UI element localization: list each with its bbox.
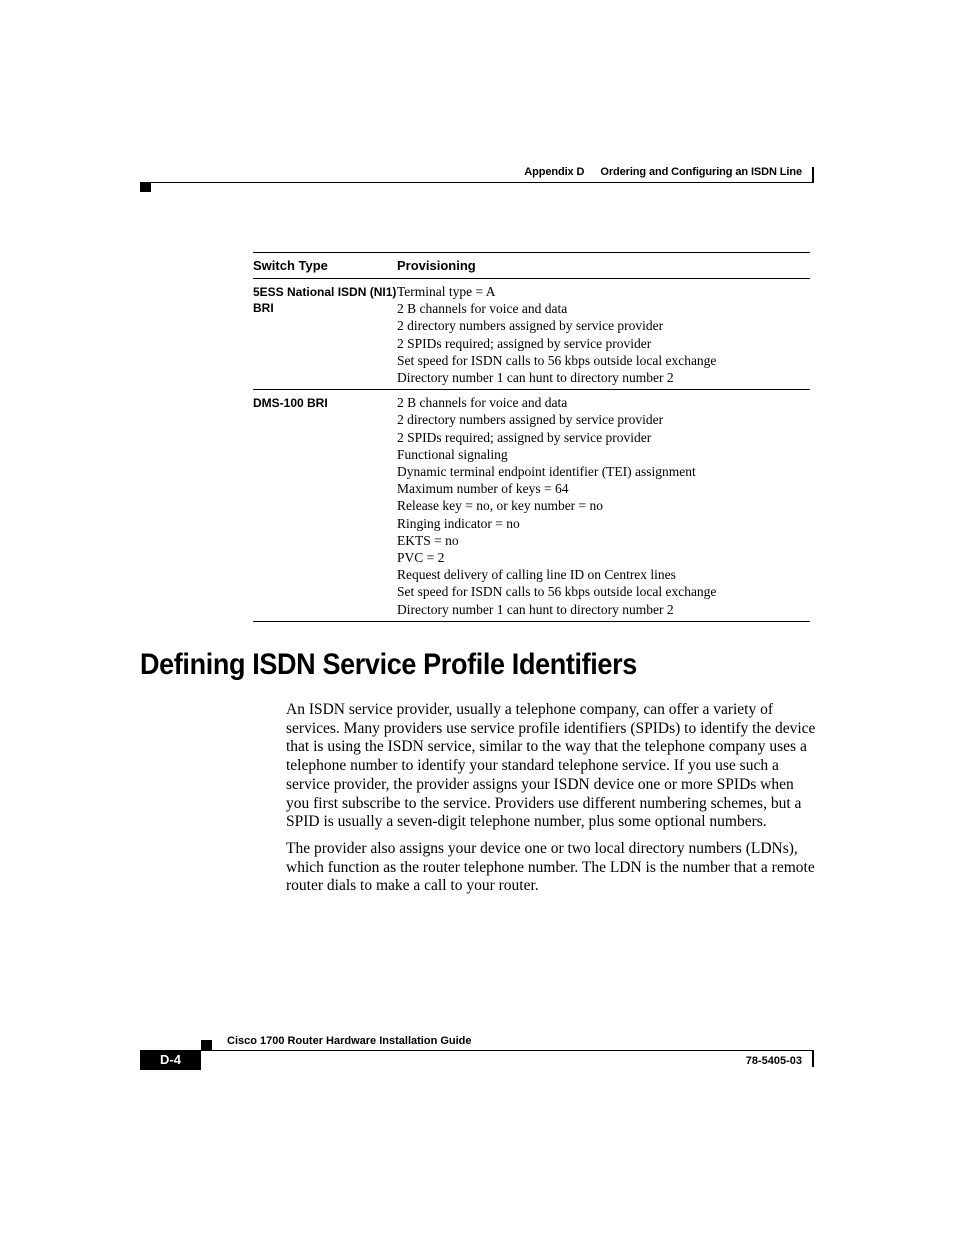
provisioning-line: Release key = no, or key number = no [397, 498, 604, 514]
table-row [253, 390, 810, 621]
provisioning-line: PVC = 2 [397, 550, 445, 566]
header-chapter-title: Ordering and Configuring an ISDN Line [600, 166, 802, 178]
table-header-row [253, 253, 810, 278]
provisioning-line: Request delivery of calling line ID on Centrex lines [397, 567, 676, 583]
provisioning-line: Dynamic terminal endpoint identifier (TEI) assignment [397, 464, 696, 480]
provisioning-line: 2 B channels for voice and data [397, 301, 568, 317]
column-header-provisioning: Provisioning [397, 258, 476, 273]
body-paragraph: The provider also assigns your device one or two local directory numbers (LDNs), which function as the router telephone number. The LDN is the number that a remote router dials to make a call to your router. [286, 839, 815, 895]
body-paragraph: An ISDN service provider, usually a telephone company, can offer a variety of services. Many providers use service profile identifiers (SPIDs) to identify the device that is using the ISDN service, similar to the way that the telephone company uses a telephone number to identify your standard telephone service. If you use such a service provider, the provider assigns your ISDN device one or more SPIDs when you first subscribe to the service. Providers use different numbering schemes, but a SPID is usually a seven-digit telephone number, plus some optional numbers. [286, 701, 816, 831]
footer-guide-title: Cisco 1700 Router Hardware Installation Guide [227, 1035, 472, 1047]
table-row [253, 279, 810, 389]
section-title: Defining ISDN Service Profile Identifiers [140, 648, 637, 681]
provisioning-line: 2 SPIDs required; assigned by service provider [397, 335, 652, 351]
section-body [286, 701, 816, 904]
switch-provisioning-table [253, 252, 810, 622]
provisioning-line: 2 directory numbers assigned by service provider [397, 412, 664, 428]
header-square-marker [140, 182, 151, 192]
column-header-switch-type: Switch Type [253, 258, 328, 273]
provisioning-line: Maximum number of keys = 64 [397, 481, 569, 497]
provisioning-line: 2 B channels for voice and data [397, 395, 568, 411]
provisioning-cell [397, 283, 810, 386]
provisioning-line: 2 directory numbers assigned by service provider [397, 318, 664, 334]
footer-bar-marker [812, 1051, 814, 1067]
provisioning-line: Set speed for ISDN calls to 56 kbps outside local exchange [397, 584, 717, 600]
header-appendix: Appendix D [524, 166, 585, 178]
provisioning-line: Ringing indicator = no [397, 515, 520, 531]
switch-type-cell: DMS-100 BRI [253, 396, 328, 411]
footer-square-marker [201, 1040, 212, 1050]
footer-rule [201, 1050, 814, 1051]
table-body [253, 279, 810, 622]
header-bar-marker [812, 167, 814, 183]
header-rule [140, 182, 814, 183]
footer-doc-number: 78-5405-03 [745, 1055, 802, 1067]
provisioning-line: Directory number 1 can hunt to directory number 2 [397, 370, 674, 386]
page-number-tab: D-4 [140, 1050, 201, 1070]
running-header [500, 166, 802, 178]
provisioning-line: Directory number 1 can hunt to directory number 2 [397, 601, 674, 617]
provisioning-cell [397, 394, 810, 618]
provisioning-line: EKTS = no [397, 532, 459, 548]
provisioning-line: 2 SPIDs required; assigned by service provider [397, 429, 652, 445]
provisioning-line: Terminal type = A [397, 284, 496, 299]
provisioning-line: Functional signaling [397, 446, 508, 462]
provisioning-line: Set speed for ISDN calls to 56 kbps outside local exchange [397, 352, 717, 368]
table-row-rule [253, 621, 810, 622]
switch-type-cell: 5ESS National ISDN (NI1) BRI [253, 285, 397, 315]
